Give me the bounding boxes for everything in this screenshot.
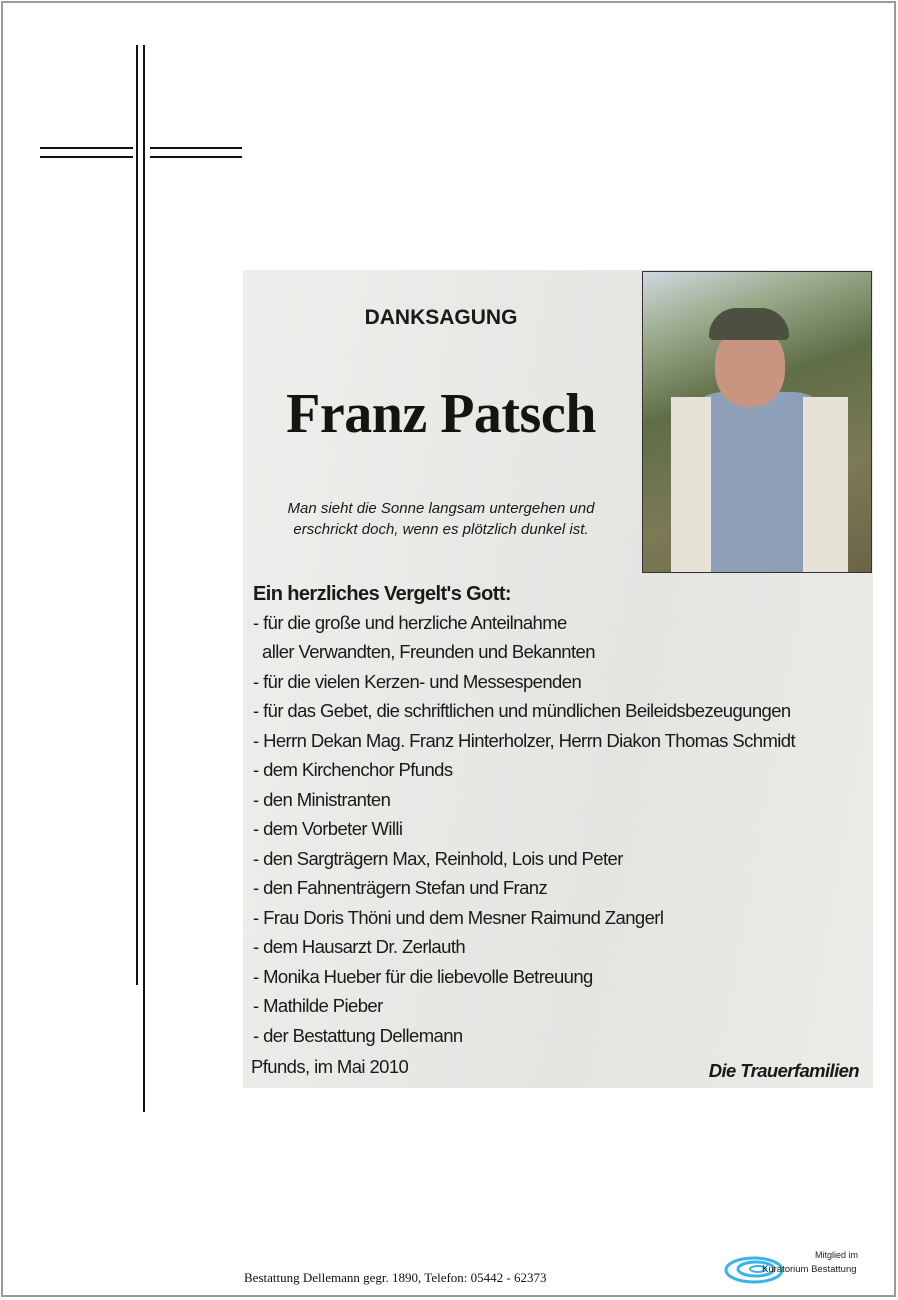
list-item: - den Sargträgern Max, Reinhold, Lois und Peter <box>253 847 623 869</box>
logo-line-2: Kuratorium Bestattung <box>762 1264 857 1275</box>
list-item: - dem Kirchenchor Pfunds <box>253 759 453 780</box>
quote-line: erschrickt doch, wenn es plötzlich dunkel ist. <box>293 521 589 538</box>
list-item: - für die vielen Kerzen- und Messespenden <box>253 670 582 692</box>
footer-text: Bestattung Dellemann gegr. 1890, Telefon: 05442 - 62373 <box>244 1270 547 1285</box>
list-item: - dem Vorbeter Willi <box>253 818 403 839</box>
list-item: - für die große und herzliche Anteilnahme <box>253 611 567 633</box>
list-item: - Monika Hueber für die liebevolle Betreuung <box>253 965 593 987</box>
thanks-list <box>253 580 795 1050</box>
list-item: - Mathilde Pieber <box>253 995 383 1016</box>
signature: Die Trauerfamilien <box>708 1060 859 1081</box>
newspaper-clipping <box>243 270 873 1088</box>
quote-line: Man sieht die Sonne langsam untergehen und <box>287 500 595 517</box>
place-date: Pfunds, im Mai 2010 <box>251 1056 409 1077</box>
title: DANKSAGUNG <box>364 306 518 329</box>
list-item: - Frau Doris Thöni und dem Mesner Raimund Zangerl <box>253 906 664 928</box>
kuratorium-logo <box>722 1248 872 1292</box>
deceased-name: Franz Patsch <box>286 383 596 445</box>
list-heading: Ein herzliches Vergelt's Gott: <box>253 583 511 605</box>
logo-line-1: Mitglied im <box>814 1250 858 1260</box>
list-item: - den Ministranten <box>253 788 391 810</box>
list-item: - den Fahnenträgern Stefan und Franz <box>253 877 548 898</box>
quote <box>243 498 639 540</box>
list-item: - für das Gebet, die schriftlichen und mündlichen Beileidsbezeugungen <box>253 700 791 721</box>
list-item: - der Bestattung Dellemann <box>253 1024 463 1046</box>
portrait-photo <box>642 271 872 573</box>
list-item: - Herrn Dekan Mag. Franz Hinterholzer, Herrn Diakon Thomas Schmidt <box>253 729 795 751</box>
list-item: aller Verwandten, Freunden und Bekannten <box>262 641 595 662</box>
list-item: - dem Hausarzt Dr. Zerlauth <box>253 936 466 957</box>
